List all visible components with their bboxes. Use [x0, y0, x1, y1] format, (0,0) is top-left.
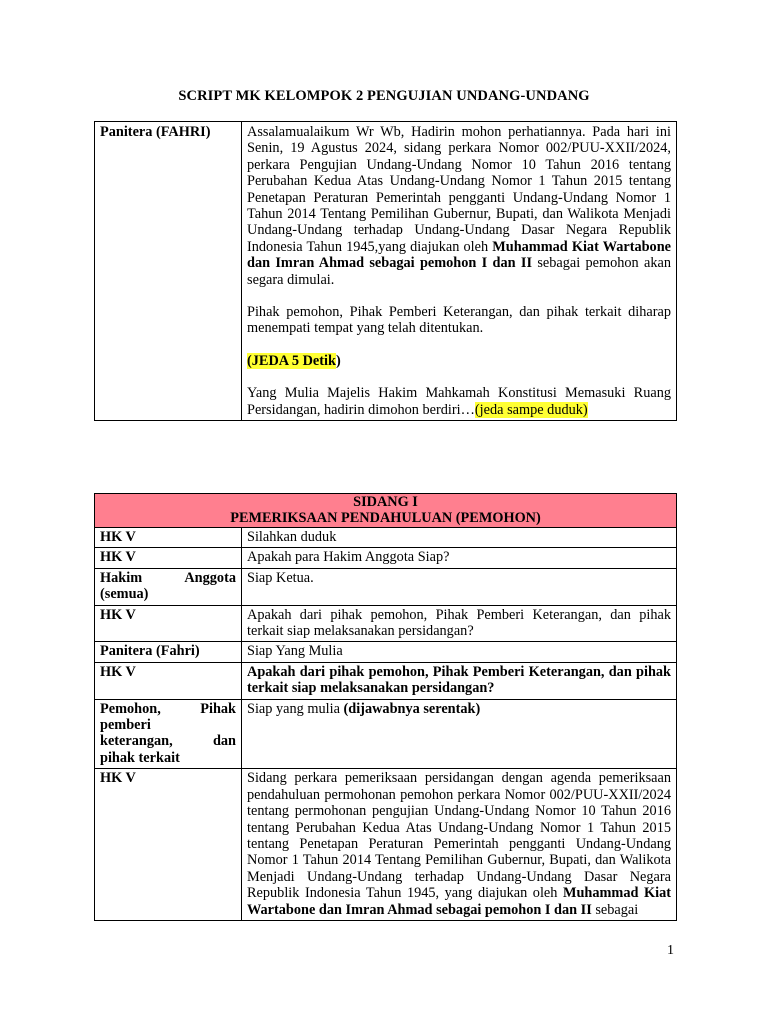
table-row: Panitera (Fahri) Siap Yang Mulia: [95, 642, 677, 662]
opening-paragraph: Assalamualaikum Wr Wb, Hadirin mohon perhatiannya. Pada hari ini Senin, 19 Agustus 2024, sidang perkara Nomor 002/PUU-XXII/2024, perkara Pengujian Undang-Undang Nomor 10 Tahun 2016 tentang Perubahan Kedua Atas Undang-Undang Nomor 1 Tahun 2015 tentang Penetapan Peraturan Pemerintah pengganti Undang-Undang Nomor 1 Tahun 2014 Tentang Pemilihan Gubernur, Bupati, dan Walikota Menjadi Undang-Undang terhadap Undang-Undang Dasar Negara Republik Indonesia Tahun 1945,yang diajukan oleh Muhammad Kiat Wartabone dan Imran Ahmad sebagai pemohon I dan II sebagai pemohon akan segara dimulai.: [247, 124, 671, 288]
page-title: SCRIPT MK KELOMPOK 2 PENGUJIAN UNDANG-UNDANG: [178, 88, 590, 104]
table-row: Hakim Anggota (semua) Siap Ketua.: [95, 568, 677, 605]
sidang-header-row: [95, 494, 677, 528]
seating-paragraph: Pihak pemohon, Pihak Pemberi Keterangan, dan pihak terkait diharap menempati tempat yang telah ditentukan.: [247, 304, 671, 337]
stage-direction: (jeda sampe duduk): [474, 401, 588, 418]
sidang-heading: SIDANG I PEMERIKSAAN PENDAHULUAN (PEMOHON): [95, 494, 677, 528]
table-row: Pemohon, Pihak pemberi keterangan, dan pihak terkait Siap yang mulia (dijawabnya serentak): [95, 699, 677, 769]
sidang-table: [94, 493, 677, 921]
table-row: [95, 122, 677, 421]
opening-script-table: [94, 121, 677, 421]
table-row: HK V Silahkan duduk: [95, 528, 677, 548]
speech-cell: [242, 122, 677, 421]
pause-note: (JEDA 5 Detik): [247, 352, 341, 369]
speaker-label: Panitera (FAHRI): [95, 122, 242, 421]
table-row: HK V Apakah dari pihak pemohon, Pihak Pemberi Keterangan, dan pihak terkait siap melaksanakan persidangan?: [95, 662, 677, 699]
table-row: HK V Apakah para Hakim Anggota Siap?: [95, 548, 677, 568]
table-row: HK V Sidang perkara pemeriksaan persidangan dengan agenda pemeriksaan pendahuluan permohonan pemohon perkara Nomor 002/PUU-XXII/2024 tentang permohonan pengujian Undang-Undang Nomor 10 Tahun 2016 tentang Perubahan Kedua Atas Undang-Undang Nomor 1 Tahun 2015 tentang Penetapan Peraturan Pemerintah pengganti Undang-Undang Nomor 1 Tahun 2014 Tentang Pemilihan Gubernur, Bupati, dan Walikota Menjadi Undang-Undang terhadap Undang-Undang Dasar Negara Republik Indonesia Tahun 1945, yang diajukan oleh Muhammad Kiat Wartabone dan Imran Ahmad sebagai pemohon I dan II sebagai: [95, 769, 677, 921]
page-number: 1: [667, 943, 674, 958]
judges-enter-paragraph: Yang Mulia Majelis Hakim Mahkamah Konstitusi Memasuki Ruang Persidangan, hadirin dimohon berdiri…(jeda sampe duduk): [247, 385, 671, 418]
table-row: HK V Apakah dari pihak pemohon, Pihak Pemberi Keterangan, dan pihak terkait siap melaksanakan persidangan?: [95, 605, 677, 642]
